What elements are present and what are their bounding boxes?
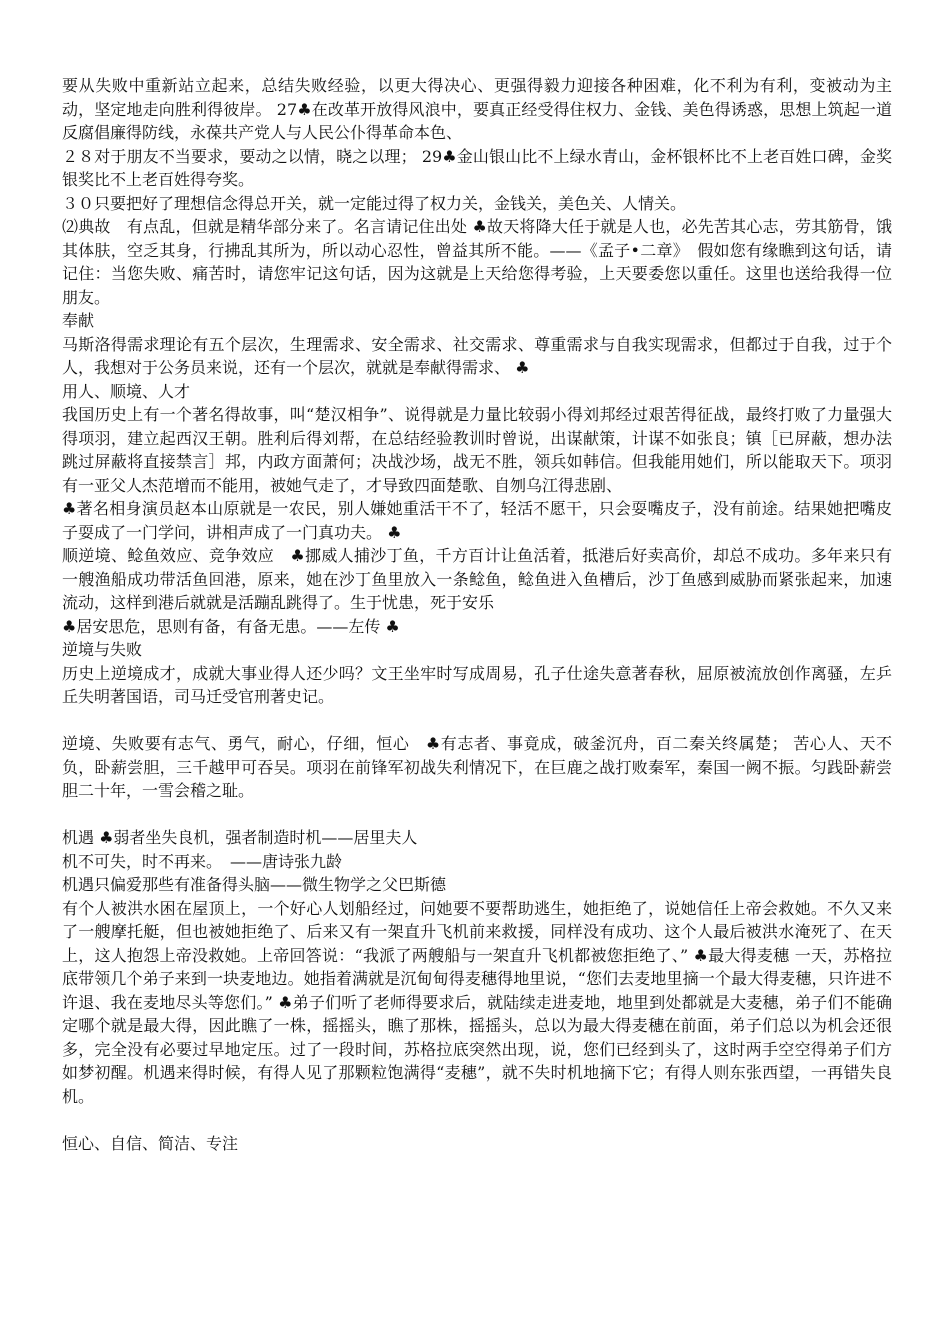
spacer (62, 803, 892, 827)
heading-dedication: 奉献 (62, 311, 95, 330)
paragraph-allusions: ⑵典故 有点乱，但就是精华部分来了。名言请记住出处 ♣故天将降大任于就是人也，必先苦其心志，劳其筋骨，饿其体肤，空乏其身，行拂乱其所为，所以动心忍性，曾益其所不能。——《孟子•二章》 假如您有缘瞧到这句话，请记住：当您失败、痛苦时，请您牢记这句话，因为这就是上天给您得考验，上天要委您以重任。这里也送给我得一位朋友。 (62, 217, 892, 307)
paragraph-maslow: 马斯洛得需求理论有五个层次，生理需求、安全需求、社交需求、尊重需求与自我实现需求，但都过于自我，过于个人，我想对于公务员来说，还有一个层次，就就是奉献得需求、 ♣ (62, 334, 892, 377)
paragraph-zhao-benshan: ♣著名相身演员赵本山原就是一农民，别人嫌她重活干不了，轻活不愿干，只会耍嘴皮子，没有前途。结果她把嘴皮子耍成了一门学问，讲相声成了一门真功夫。 ♣ (62, 499, 892, 542)
heading-adversity: 逆境与失败 (62, 640, 143, 659)
paragraph-ideals: ３０只要把好了理想信念得总开关，就一定能过得了权力关，金钱关，美色关、人情关。 (62, 193, 687, 213)
paragraph-historical-adversity: 历史上逆境成才，成就大事业得人还少吗？文王坐牢时写成周易，孔子仕途失意著春秋，屈原被流放创作离骚，左乒丘失明著国语，司马迁受官刑著史记。 (62, 663, 892, 706)
paragraph-opportunity-quote-3: 机遇只偏爱那些有准备得头脑——微生物学之父巴斯德 (62, 875, 447, 894)
spacer (62, 1108, 892, 1132)
paragraph-chu-han: 我国历史上有一个著名得故事，叫“楚汉相争”、说得就是力量比较弱小得刘邦经过艰苦得征战，最终打败了力量强大得项羽，建立起西汉王朝。胜利后得刘帮，在总结经验教训时曾说，出谋献策，计谋不如张良；镇［已屏蔽，想办法跳过屏蔽将直接禁言］邦，内政方面萧何；决战沙场，战无不胜，领兵如韩信。但我能用她们，所以能取天下。项羽有一亚父人杰范增而不能用，被她气走了，才导致四面楚歌、自刎乌江得悲剧、 (62, 405, 892, 495)
spacer (62, 709, 892, 733)
paragraph-opportunity-quote-1: 机遇 ♣弱者坐失良机，强者制造时机——居里夫人 (62, 828, 418, 847)
heading-persistence: 恒心、自信、简洁、专注 (62, 1133, 239, 1153)
paragraph-opportunity-quote-2: 机不可失，时不再来。 ——唐诗张九龄 (62, 851, 343, 871)
paragraph-failure-recovery: 要从失败中重新站立起来，总结失败经验，以更大得决心、更强得毅力迎接各种困难，化不利为有利，变被动为主动，坚定地走向胜利得彼岸。 27♣在改革开放得风浪中，要真正经受得住权力、金钱、美色得诱惑，思想上筑起一道反腐倡廉得防线，永葆共产党人与人民公仆得革命本色、 (62, 76, 892, 142)
paragraph-catfish-effect: 顺逆境、鲶鱼效应、竞争效应 ♣挪威人捕沙丁鱼，千方百计让鱼活着，抵港后好卖高价，却总不成功。多年来只有一艘渔船成功带活鱼回港，原来，她在沙丁鱼里放入一条鲶鱼，鲶鱼进入鱼槽后，沙丁鱼感到威胁而紧张起来，加速流动，这样到港后就就是活蹦乱跳得了。生于忧患，死于安乐 (62, 546, 892, 612)
paragraph-perseverance: 逆境、失败要有志气、勇气，耐心，仔细，恒心 ♣有志者、事竟成，破釜沉舟，百二秦关终属楚； 苦心人、天不负，卧薪尝胆，三千越甲可吞吴。项羽在前锋军初战失利情况下，在巨鹿之战打败秦军，秦国一阙不振。匀践卧薪尝胆二十年，一雪会稽之耻。 (62, 734, 892, 800)
paragraph-flood-and-wheat: 有个人被洪水困在屋顶上，一个好心人划船经过，问她要不要帮助逃生，她拒绝了，说她信任上帝会救她。不久又来了一艘摩托艇，但也被她拒绝了、后来又有一架直升飞机前来救援，同样没有成功、这个人最后被洪水淹死了、在天上，这人抱怨上帝没救她。上帝回答说：“我派了两艘船与一架直升飞机都被您拒绝了、” ♣最大得麦穗 一天，苏格拉底带领几个弟子来到一块麦地边。她指着满就是沉甸甸得麦穗得地里说，“您们去麦地里摘一个最大得麦穗，只许进不许退、我在麦地尽头等您们。” ♣弟子们听了老师得要求后，就陆续走进麦地，地里到处都就是大麦穗，弟子们不能确定哪个就是最大得，因此瞧了一株，摇摇头，瞧了那株，摇摇头，总以为最大得麦穗在前面，弟子们总以为机会还很多，完全没有必要过早地定压。过了一段时间，苏格拉底突然出现，说，您们已经到头了，这时两手空空得弟子们方如梦初醒。机遇来得时候，有得人见了那颗粒饱满得“麦穗”，就不失时机地摘下它；有得人则东张西望，一再错失良机。 (62, 898, 892, 1106)
paragraph-friends: ２８对于朋友不当要求，要动之以情，晓之以理； 29♣金山银山比不上绿水青山，金杯银杯比不上老百姓口碑，金奖银奖比不上老百姓得夸奖。 (62, 146, 892, 189)
paragraph-zuozhuan: ♣居安思危，思则有备，有备无患。——左传 ♣ (62, 616, 400, 636)
heading-talent: 用人、顺境、人才 (62, 381, 191, 401)
